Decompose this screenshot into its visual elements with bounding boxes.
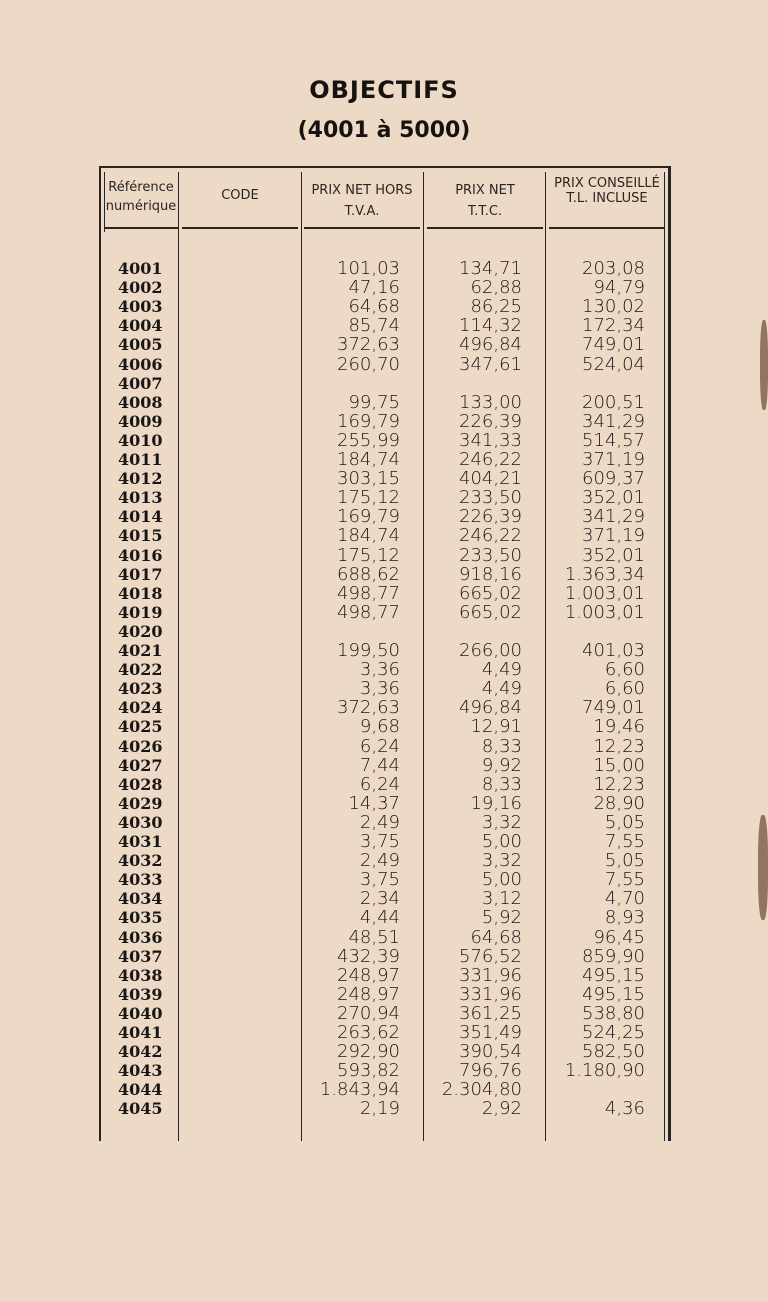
table-row (0, 928, 768, 947)
ref-cell: 4012 (118, 469, 163, 489)
ref-cell: 4026 (118, 736, 163, 756)
table-row (0, 908, 768, 927)
ref-cell: 4022 (118, 660, 163, 680)
prix-conseille-cell: 5,05 (604, 850, 645, 872)
table-row (0, 717, 768, 736)
prix-conseille-cell: 15,00 (593, 754, 645, 776)
table-row (0, 431, 768, 450)
prix-conseille-cell: 7,55 (604, 831, 645, 852)
ref-cell: 4028 (118, 774, 163, 794)
prix-conseille-cell: 401,03 (582, 640, 645, 661)
prix-ttc-cell: 665,02 (459, 582, 522, 604)
prix-ht-cell: 99,75 (348, 391, 400, 413)
prix-ht-cell: 270,94 (337, 1002, 400, 1024)
prix-ht-cell: 169,79 (337, 506, 400, 528)
prix-ht-cell: 169,79 (337, 410, 400, 432)
table-row (0, 756, 768, 775)
ref-cell: 4043 (118, 1061, 163, 1081)
prix-ht-cell: 1.843,94 (319, 1079, 400, 1101)
ref-cell: 4035 (118, 908, 163, 928)
prix-ht-cell: 688,62 (337, 563, 400, 585)
prix-ttc-cell: 233,50 (459, 544, 522, 566)
prix-ttc-cell: 246,22 (459, 449, 522, 470)
prix-ht-cell: 199,50 (337, 640, 400, 661)
prix-ht-cell: 101,03 (337, 258, 400, 279)
prix-conseille-cell: 495,15 (582, 964, 645, 986)
prix-ht-cell: 14,37 (348, 792, 400, 814)
ref-cell: 4032 (118, 851, 163, 871)
ref-cell: 4033 (118, 870, 163, 890)
prix-ttc-cell: 8,33 (481, 735, 522, 757)
header-separator-cons (549, 227, 664, 229)
ref-cell: 4044 (118, 1080, 163, 1100)
table-row (0, 1080, 768, 1099)
prix-ttc-cell: 496,84 (459, 334, 522, 356)
prix-ht-cell: 184,74 (337, 525, 400, 547)
ref-cell: 4036 (118, 927, 163, 947)
ref-cell: 4017 (118, 564, 163, 584)
header-code: CODE (221, 188, 259, 203)
prix-ht-cell: 248,97 (337, 964, 400, 986)
table-row (0, 832, 768, 851)
ref-cell: 4015 (118, 526, 163, 546)
prix-ttc-cell: 9,92 (481, 754, 522, 776)
prix-ttc-cell: 5,00 (481, 831, 522, 852)
prix-ht-cell: 6,24 (359, 773, 400, 795)
prix-ttc-cell: 4,49 (481, 659, 522, 681)
table-row (0, 660, 768, 679)
header-prix-ht: PRIX NET HORS T.V.A. (311, 183, 413, 219)
prix-ttc-cell: 5,92 (481, 907, 522, 929)
prix-ht-cell: 7,44 (359, 754, 400, 776)
prix-conseille-cell: 514,57 (582, 429, 645, 451)
prix-conseille-cell: 12,23 (593, 773, 645, 795)
prix-conseille-cell: 8,93 (604, 907, 645, 929)
ref-cell: 4021 (118, 641, 163, 660)
table-row (0, 355, 768, 374)
prix-ttc-cell: 8,33 (481, 773, 522, 795)
prix-conseille-cell: 4,70 (604, 888, 645, 910)
prix-ttc-cell: 5,00 (481, 869, 522, 891)
prix-ttc-cell: 133,00 (459, 391, 522, 413)
prix-ht-cell: 85,74 (348, 315, 400, 337)
ref-cell: 4001 (118, 259, 163, 278)
table-row (0, 469, 768, 488)
prix-conseille-cell: 1.363,34 (564, 563, 645, 585)
prix-conseille-cell: 495,15 (582, 983, 645, 1005)
table-row (0, 335, 768, 354)
table-row (0, 565, 768, 584)
prix-ttc-cell: 351,49 (459, 1022, 522, 1043)
ref-cell: 4006 (118, 354, 163, 374)
prix-ttc-cell: 2,92 (481, 1098, 522, 1120)
prix-ttc-cell: 2.304,80 (441, 1079, 522, 1101)
ref-cell: 4014 (118, 507, 163, 527)
prix-ttc-cell: 341,33 (459, 429, 522, 451)
ref-cell: 4011 (118, 450, 163, 469)
prix-ht-cell: 175,12 (337, 487, 400, 509)
table-row (0, 316, 768, 335)
table-row (0, 1023, 768, 1042)
prix-ht-cell: 372,63 (337, 334, 400, 356)
table-row (0, 622, 768, 641)
prix-conseille-cell: 96,45 (593, 926, 645, 948)
ref-cell: 4029 (118, 793, 163, 813)
table-row (0, 1099, 768, 1118)
prix-conseille-cell: 19,46 (593, 716, 645, 738)
prix-conseille-cell: 371,19 (582, 449, 645, 470)
prix-ht-cell: 372,63 (337, 697, 400, 719)
prix-conseille-cell: 5,05 (604, 811, 645, 833)
prix-ttc-cell: 246,22 (459, 525, 522, 547)
ref-cell: 4010 (118, 430, 163, 450)
prix-conseille-cell: 6,60 (604, 678, 645, 700)
prix-ttc-cell: 114,32 (459, 315, 522, 337)
prix-ht-cell: 3,75 (359, 869, 400, 891)
header-separator-ttc (427, 227, 543, 229)
prix-ht-cell: 48,51 (348, 926, 400, 948)
prix-conseille-cell: 1.003,01 (564, 601, 645, 623)
ref-cell: 4003 (118, 297, 163, 317)
table-row (0, 374, 768, 393)
header-ref: Référence numérique (105, 180, 177, 214)
prix-ttc-cell: 12,91 (470, 716, 522, 738)
prix-conseille-cell: 749,01 (582, 334, 645, 356)
ref-cell: 4020 (118, 621, 163, 641)
table-row (0, 1061, 768, 1080)
prix-ht-cell: 175,12 (337, 544, 400, 566)
ref-cell: 4030 (118, 812, 163, 832)
ref-cell: 4045 (118, 1099, 163, 1119)
prix-ht-cell: 2,34 (359, 888, 400, 910)
prix-conseille-cell: 582,50 (582, 1041, 645, 1063)
ref-cell: 4040 (118, 1003, 163, 1023)
prix-conseille-cell: 524,25 (582, 1022, 645, 1043)
prix-ttc-cell: 3,12 (481, 888, 522, 910)
prix-ht-cell: 248,97 (337, 983, 400, 1005)
prix-ht-cell: 3,36 (359, 659, 400, 681)
prix-ht-cell: 9,68 (359, 716, 400, 738)
ref-cell: 4034 (118, 889, 163, 909)
prix-ttc-cell: 347,61 (459, 353, 522, 375)
ref-cell: 4009 (118, 411, 163, 431)
header-separator-ht (304, 227, 420, 229)
prix-conseille-cell: 12,23 (593, 735, 645, 757)
prix-conseille-cell: 749,01 (582, 697, 645, 719)
table-row (0, 679, 768, 698)
prix-ht-cell: 184,74 (337, 449, 400, 470)
prix-ht-cell: 432,39 (337, 945, 400, 967)
prix-conseille-cell: 371,19 (582, 525, 645, 547)
ref-cell: 4038 (118, 965, 163, 985)
prix-ttc-cell: 918,16 (459, 563, 522, 585)
table-row (0, 698, 768, 717)
page-title: OBJECTIFS (309, 76, 459, 104)
table-row (0, 641, 768, 660)
table-row (0, 889, 768, 908)
ref-cell: 4008 (118, 392, 163, 412)
table-row (0, 526, 768, 545)
ref-cell: 4027 (118, 755, 163, 775)
table-row (0, 393, 768, 412)
prix-ht-cell: 263,62 (337, 1022, 400, 1043)
prix-ht-cell: 255,99 (337, 429, 400, 451)
prix-ht-cell: 3,75 (359, 831, 400, 852)
table-row (0, 450, 768, 469)
prix-ttc-cell: 361,25 (459, 1002, 522, 1024)
prix-ttc-cell: 226,39 (459, 506, 522, 528)
ref-cell: 4007 (118, 373, 163, 393)
table-row (0, 603, 768, 622)
prix-ht-cell: 2,19 (359, 1098, 400, 1120)
ref-cell: 4039 (118, 984, 163, 1004)
prix-conseille-cell: 6,60 (604, 659, 645, 681)
ref-cell: 4041 (118, 1023, 163, 1042)
prix-conseille-cell: 341,29 (582, 506, 645, 528)
prix-ht-cell: 498,77 (337, 601, 400, 623)
prix-ht-cell: 260,70 (337, 353, 400, 375)
prix-ht-cell: 3,36 (359, 678, 400, 700)
prix-ttc-cell: 796,76 (459, 1060, 522, 1082)
prix-ht-cell: 2,49 (359, 850, 400, 872)
prix-ttc-cell: 86,25 (470, 296, 522, 318)
table-row (0, 297, 768, 316)
table-row (0, 278, 768, 297)
ref-cell: 4013 (118, 488, 163, 508)
ref-cell: 4023 (118, 679, 163, 699)
prix-conseille-cell: 200,51 (582, 391, 645, 413)
page-subtitle: (4001 à 5000) (297, 118, 471, 143)
ref-cell: 4025 (118, 717, 163, 737)
prix-conseille-cell: 341,29 (582, 410, 645, 432)
header-separator-ref (104, 227, 178, 229)
prix-ht-cell: 292,90 (337, 1041, 400, 1063)
header-separator-code (182, 227, 298, 229)
table-row (0, 1004, 768, 1023)
prix-conseille-cell: 352,01 (582, 544, 645, 566)
ref-cell: 4019 (118, 602, 163, 622)
ref-cell: 4016 (118, 545, 163, 565)
table-row (0, 851, 768, 870)
prix-ttc-cell: 390,54 (459, 1041, 522, 1063)
ref-cell: 4037 (118, 946, 163, 966)
prix-ht-cell: 47,16 (348, 277, 400, 299)
prix-conseille-cell: 1.180,90 (564, 1060, 645, 1082)
prix-conseille-cell: 94,79 (593, 277, 645, 299)
prix-ttc-cell: 233,50 (459, 487, 522, 509)
paper-stain (758, 815, 768, 920)
table-row (0, 507, 768, 526)
prix-conseille-cell: 859,90 (582, 945, 645, 967)
table-row (0, 259, 768, 278)
prix-ttc-cell: 404,21 (459, 468, 522, 490)
prix-ttc-cell: 64,68 (470, 926, 522, 948)
table-row (0, 775, 768, 794)
ref-cell: 4024 (118, 698, 163, 718)
prix-conseille-cell: 609,37 (582, 468, 645, 490)
prix-conseille-cell: 4,36 (604, 1098, 645, 1120)
prix-ttc-cell: 331,96 (459, 983, 522, 1005)
table-row (0, 947, 768, 966)
prix-conseille-cell: 28,90 (593, 792, 645, 814)
prix-ht-cell: 498,77 (337, 582, 400, 604)
table-row (0, 985, 768, 1004)
table-row (0, 1042, 768, 1061)
table-row (0, 794, 768, 813)
prix-ttc-cell: 134,71 (459, 258, 522, 279)
prix-ttc-cell: 226,39 (459, 410, 522, 432)
prix-conseille-cell: 7,55 (604, 869, 645, 891)
ref-cell: 4004 (118, 316, 163, 336)
prix-ttc-cell: 62,88 (470, 277, 522, 299)
ref-cell: 4031 (118, 832, 163, 851)
table-row (0, 488, 768, 507)
prix-ht-cell: 64,68 (348, 296, 400, 318)
prix-conseille-cell: 352,01 (582, 487, 645, 509)
prix-ttc-cell: 4,49 (481, 678, 522, 700)
table-row (0, 546, 768, 565)
prix-ht-cell: 303,15 (337, 468, 400, 490)
table-row (0, 584, 768, 603)
table-row (0, 737, 768, 756)
ref-cell: 4018 (118, 583, 163, 603)
prix-ht-cell: 6,24 (359, 735, 400, 757)
table-row (0, 412, 768, 431)
prix-ht-cell: 593,82 (337, 1060, 400, 1082)
table-row (0, 813, 768, 832)
prix-ttc-cell: 19,16 (470, 792, 522, 814)
prix-ht-cell: 4,44 (359, 907, 400, 929)
header-prix-conseille: PRIX CONSEILLÉ T.L. INCLUSE (554, 176, 660, 206)
ref-cell: 4002 (118, 278, 163, 298)
prix-conseille-cell: 203,08 (582, 258, 645, 279)
prix-ttc-cell: 3,32 (481, 850, 522, 872)
header-prix-ttc: PRIX NET T.T.C. (455, 183, 515, 219)
prix-ttc-cell: 576,52 (459, 945, 522, 967)
prix-ht-cell: 2,49 (359, 811, 400, 833)
prix-conseille-cell: 538,80 (582, 1002, 645, 1024)
prix-ttc-cell: 3,32 (481, 811, 522, 833)
prix-conseille-cell: 130,02 (582, 296, 645, 318)
prix-ttc-cell: 266,00 (459, 640, 522, 661)
table-row (0, 870, 768, 889)
paper-stain (760, 320, 768, 410)
prix-ttc-cell: 665,02 (459, 601, 522, 623)
prix-conseille-cell: 1.003,01 (564, 582, 645, 604)
prix-conseille-cell: 524,04 (582, 353, 645, 375)
ref-cell: 4042 (118, 1042, 163, 1062)
prix-ttc-cell: 496,84 (459, 697, 522, 719)
prix-ttc-cell: 331,96 (459, 964, 522, 986)
table-row (0, 966, 768, 985)
prix-conseille-cell: 172,34 (582, 315, 645, 337)
ref-cell: 4005 (118, 335, 163, 355)
